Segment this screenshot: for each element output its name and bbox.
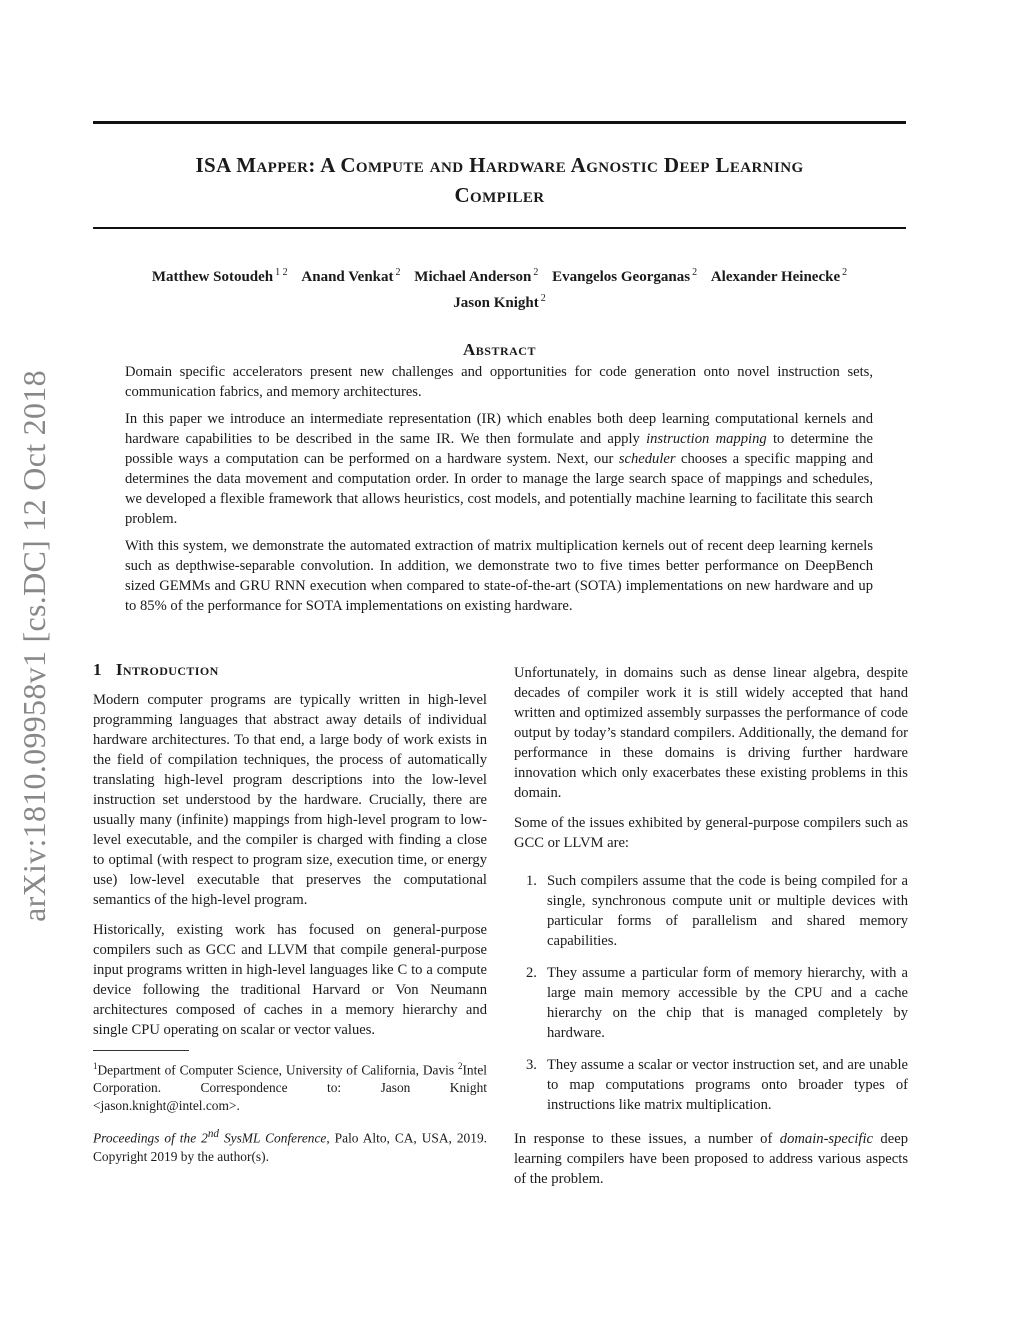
abstract-paragraph: In this paper we introduce an intermediate representation (IR) which enables both deep learning computational kernels and hardware capabilities to be described in the same IR. We then formulate and apply instruction mapping to determine the possible ways a computation can be performed on a hardware system. Next, our scheduler chooses a specific mapping and determines the data movement and computation order. In order to manage the large search space of mappings and schedules, we developed a flexible framework that allows heuristics, cost models, and potentially machine learning to facilitate this search problem.: [125, 411, 873, 527]
list-item: 3. They assume a scalar or vector instruction set, and are unable to map computations programs onto broader types of instructions like matrix multiplication.: [526, 1057, 908, 1113]
list-item: 2. They assume a particular form of memory hierarchy, with a large main memory accessible by the CPU and a cache hierarchy on the chip that is managed completely by hardware.: [526, 965, 908, 1041]
list-item: 1. Such compilers assume that the code is being compiled for a single, synchronous compute unit or multiple devices with particular forms of parallelism and shared memory capabilities.: [526, 873, 908, 949]
left-column: [93, 660, 487, 1176]
title-rule-top: [93, 121, 906, 124]
author: Anand Venkat $^2$: [301, 267, 401, 285]
proceedings-note: Proceedings of the 2nd SysML Conference, Palo Alto, CA, USA, 2019. Copyright 2019 by the author(s).: [93, 1128, 487, 1164]
author: Alexander Heinecke $^2$: [710, 267, 848, 285]
issues-list: [514, 871, 908, 1115]
author: Michael Anderson $^2$: [414, 267, 539, 285]
abstract-paragraph: Domain specific accelerators present new challenges and opportunities for code generation onto novel instruction sets, communication fabrics, and memory architectures.: [125, 364, 873, 400]
author: Jason Knight $^2$: [453, 293, 546, 311]
abstract-body: [125, 362, 873, 623]
title-rule-bottom: [93, 227, 906, 229]
body-paragraph: Modern computer programs are typically written in high-level programming languages that abstract away details of individual hardware architectures. To that end, a large body of work exists in the field of compilation techniques, the process of automatically translating high-level program descriptions into the low-level instruction set understood by the hardware. Crucially, there are usually many (infinite) mappings from high-level program to low-level executable, and the compiler is charged with finding a close to optimal (with respect to program size, execution time, or energy use) low-level executable that preserves the computational semantics of the high-level program.: [93, 692, 487, 908]
title-line-1: ISA Mapper: A Compute and Hardware Agnostic Deep Learning: [195, 153, 804, 177]
abstract-heading: Abstract: [463, 340, 536, 359]
right-column: [514, 663, 908, 1199]
paper-title: [93, 150, 906, 210]
author: Matthew Sotoudeh $^{1 2}$: [151, 267, 288, 285]
author-list: [93, 262, 906, 314]
body-paragraph: Some of the issues exhibited by general-purpose compilers such as GCC or LLVM are:: [514, 815, 908, 851]
arxiv-stamp: arXiv:1810.09958v1 [cs.DC] 12 Oct 2018: [16, 370, 52, 922]
body-paragraph: Historically, existing work has focused on general-purpose compilers such as GCC and LLVM that compile general-purpose input programs written in high-level languages like C to a compute device following the traditional Harvard or Von Neumann architectures composed of caches in a memory hierarchy and single CPU operating on scalar or vector values.: [93, 922, 487, 1038]
footnote-rule: [93, 1050, 189, 1051]
body-paragraph: In response to these issues, a number of domain-specific deep learning compilers have been proposed to address various aspects of the problem.: [514, 1131, 908, 1187]
author: Evangelos Georganas $^2$: [552, 267, 698, 285]
affiliation-footnote: $^1$Department of Computer Science, University of California, Davis $^2$Intel Corporation. Correspondence to: Jason Knight <jason.knight@intel.com>.: [93, 1061, 487, 1114]
title-line-2: Compiler: [454, 183, 545, 207]
body-paragraph: Unfortunately, in domains such as dense linear algebra, despite decades of compiler work it is still widely accepted that hand written and optimized assembly surpasses the performance of code output by today’s standard compilers. Additionally, the demand for performance in these domains is driving further hardware innovation which only exacerbates these existing problems in this domain.: [514, 665, 908, 801]
section-heading-introduction: 1 Introduction: [93, 660, 219, 679]
abstract-paragraph: With this system, we demonstrate the automated extraction of matrix multiplication kernels out of recent deep learning kernels such as depthwise-separable convolution. In addition, we demonstrate two to five times better performance on DeepBench sized GEMMs and GRU RNN execution when compared to state-of-the-art (SOTA) implementations on new hardware and up to 85% of the performance for SOTA implementations on existing hardware.: [125, 538, 873, 614]
